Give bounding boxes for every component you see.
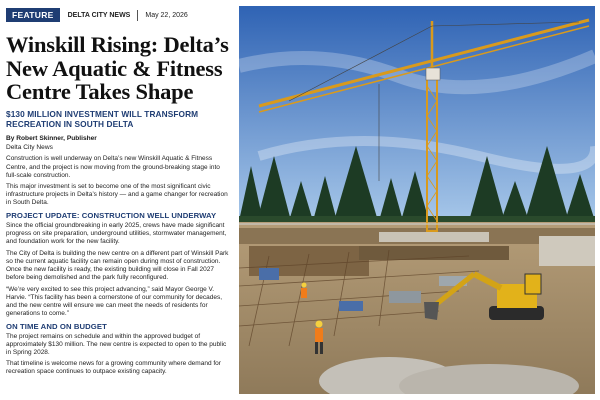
subheadline: $130 MILLION INVESTMENT WILL TRANSFORM RECREATION IN SOUTH DELTA: [6, 108, 199, 129]
photo-illustration: [239, 6, 595, 394]
byline-outlet: Delta City News: [6, 143, 53, 151]
headline: Winskill Rising: Delta’s New Aquatic & Fitness Centre Takes Shape: [6, 32, 229, 104]
article-topbar: [6, 6, 232, 24]
paragraph-budget-1: The project remains on schedule and within the approved budget of approximately $130 million. The new centre is expected to open to the public in Spring 2028.: [6, 332, 227, 356]
paragraph-quote: “We’re very excited to see this project advancing,” said Mayor George V. Harvie. “This facility has been a cornerstone of our community for decades, and the new centre will ensure we can meet the needs of residents for generations to come.”: [6, 285, 223, 317]
byline-author: By Robert Skinner, Publisher: [6, 135, 97, 143]
paragraph-budget-2: That timeline is welcome news for a growing community where demand for recreation space continues to outpace existing capacity.: [6, 360, 221, 376]
section-heading-update: PROJECT UPDATE: CONSTRUCTION WELL UNDERWAY: [6, 211, 217, 221]
article-column: [6, 6, 232, 398]
publish-date: May 22, 2026: [145, 11, 188, 19]
construction-site-photo: [239, 6, 595, 394]
paragraph-update-2: The City of Delta is building the new centre on a different part of Winskill Park so the current aquatic facility can remain open during most of construction. Once the new facility is ready, the existing building will close in Fall 2027 before being demolished and the park fully reconfigured.: [6, 249, 229, 282]
byline: [6, 135, 232, 152]
paragraph-update-1: Since the official groundbreaking in early 2025, crews have made significant progress on site preparation, underground utilities, stormwater management, and foundation work for the new facility.: [6, 221, 227, 246]
section-heading-budget: ON TIME AND ON BUDGET: [6, 322, 107, 331]
publication-name[interactable]: DELTA CITY NEWS: [67, 11, 131, 19]
paragraph-intro-2: This major investment is set to become one of the most significant civic infrastructure projects in Delta’s history — and a game changer for recreation in South Delta.: [6, 183, 228, 207]
feature-badge: FEATURE: [6, 8, 60, 23]
paragraph-intro-1: Construction is well underway on Delta’s new Winskill Aquatic & Fitness Centre, and the project is now moving from the ground-breaking stage into full-scale construction.: [6, 155, 220, 179]
divider: [137, 10, 138, 21]
